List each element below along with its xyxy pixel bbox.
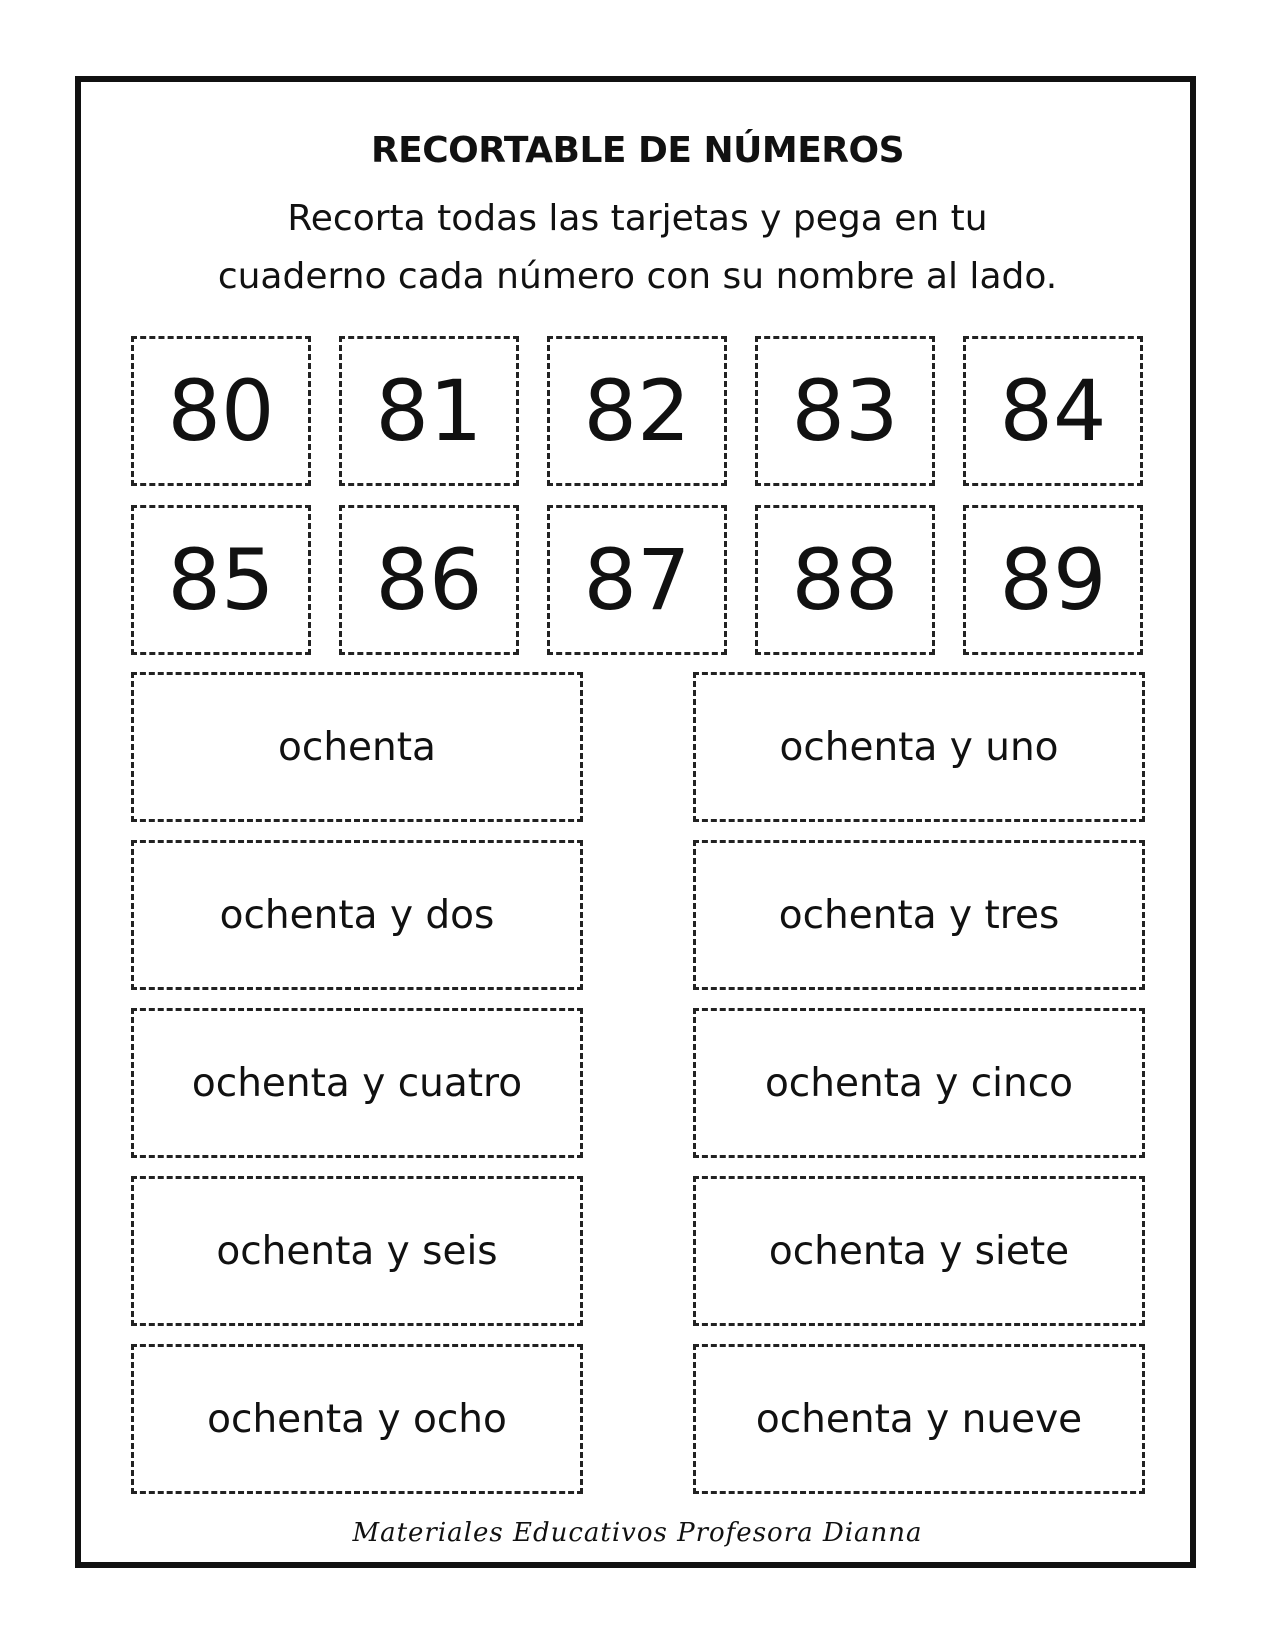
word-card: ochenta y siete	[693, 1176, 1145, 1326]
word-card: ochenta y cinco	[693, 1008, 1145, 1158]
number-card: 81	[339, 336, 519, 486]
word-card: ochenta y dos	[131, 840, 583, 990]
word-card: ochenta y ocho	[131, 1344, 583, 1494]
number-card: 88	[755, 505, 935, 655]
instructions	[100, 190, 1175, 306]
number-card: 86	[339, 505, 519, 655]
number-card: 89	[963, 505, 1143, 655]
instructions-line-1: Recorta todas las tarjetas y pega en tu	[287, 198, 988, 239]
word-card: ochenta	[131, 672, 583, 822]
word-card: ochenta y uno	[693, 672, 1145, 822]
page-title: RECORTABLE DE NÚMEROS	[370, 130, 905, 171]
number-card: 83	[755, 336, 935, 486]
number-card: 85	[131, 505, 311, 655]
number-card: 84	[963, 336, 1143, 486]
footer-credit: Materiales Educativos Profesora Dianna	[352, 1518, 923, 1548]
word-card: ochenta y cuatro	[131, 1008, 583, 1158]
instructions-line-2: cuaderno cada número con su nombre al lado.	[217, 256, 1058, 297]
word-card: ochenta y seis	[131, 1176, 583, 1326]
word-card: ochenta y nueve	[693, 1344, 1145, 1494]
number-card: 87	[547, 505, 727, 655]
word-card: ochenta y tres	[693, 840, 1145, 990]
number-card: 80	[131, 336, 311, 486]
number-card: 82	[547, 336, 727, 486]
